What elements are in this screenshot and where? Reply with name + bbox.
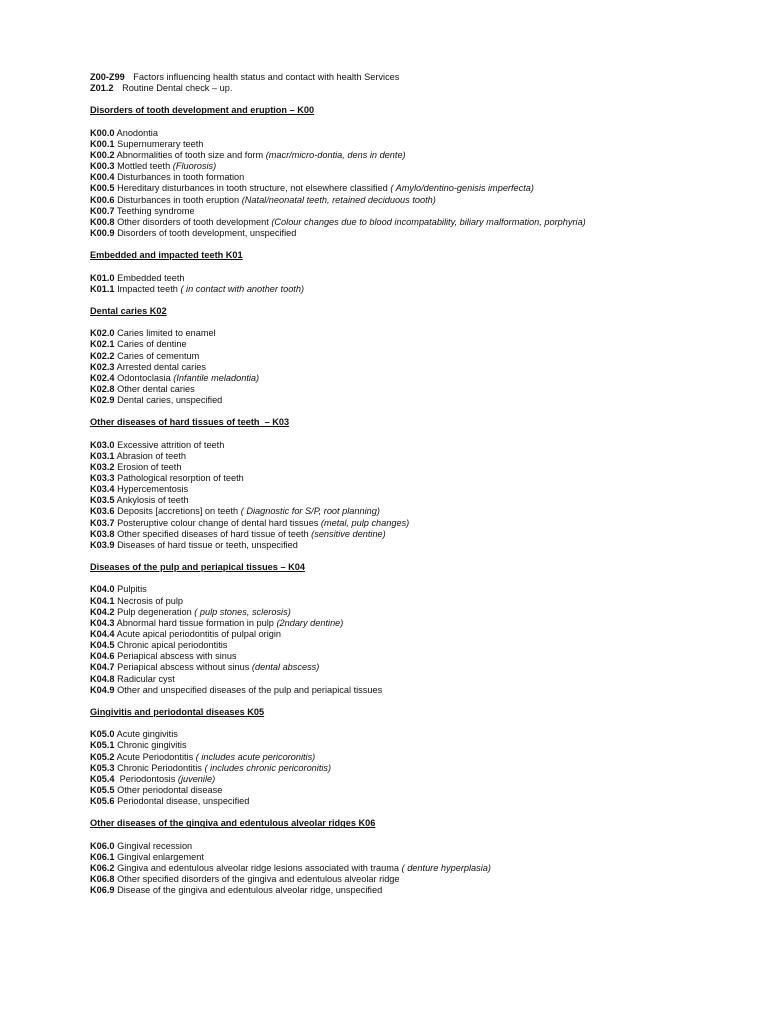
- entry-text: Acute apical periodontitis of pulpal origin: [116, 629, 282, 640]
- entry-code: K04.5: [90, 640, 115, 651]
- entry-text: Periapical abscess with sinus: [117, 651, 237, 662]
- entry-note: (dental abscess): [251, 662, 320, 673]
- entry-code: K03.0: [90, 439, 115, 450]
- entry-code: K02.2: [90, 350, 115, 361]
- code-entry: [90, 796, 750, 807]
- code-entry: [90, 183, 750, 194]
- entry-code: K05.2: [90, 751, 115, 762]
- entry-code: K00.0: [90, 127, 115, 138]
- entry-code: K05.5: [90, 785, 115, 795]
- entry-text: Periodontosis: [117, 773, 176, 784]
- entry-text: Impacted teeth: [117, 283, 178, 294]
- spacer: [90, 696, 750, 707]
- header-line: [90, 83, 750, 94]
- code-entry: [90, 651, 750, 662]
- code-entry: [90, 529, 750, 540]
- entry-code: K04.3: [90, 617, 115, 628]
- entry-text: Hypercementosis: [117, 484, 189, 495]
- entry-code: K05.1: [90, 740, 115, 751]
- entry-text: Gingival enlargement: [117, 851, 204, 862]
- entry-text: Excessive attrition of teeth: [117, 439, 225, 450]
- entry-code: K03.6: [90, 506, 115, 517]
- entry-text: Caries limited to enamel: [117, 328, 216, 339]
- code-entry: [90, 885, 750, 896]
- spacer: [90, 94, 750, 105]
- entry-text: Caries of cementum: [117, 350, 200, 361]
- entry-text: Chronic apical periodontitis: [117, 640, 228, 651]
- entry-text: Deposits [accretions] on teeth: [117, 506, 239, 517]
- entry-code: K03.4: [90, 484, 115, 495]
- spacer: [90, 429, 750, 440]
- spacer: [90, 830, 750, 841]
- entry-text: Necrosis of pulp: [117, 595, 183, 606]
- section-heading: Disorders of tooth development and eruption – K00: [90, 105, 315, 116]
- entry-code: K03.3: [90, 473, 115, 484]
- code-entry: [90, 495, 750, 506]
- entry-code: K03.5: [90, 495, 115, 506]
- code-entry: [90, 740, 750, 751]
- entry-note: ( in contact with another tooth): [180, 283, 305, 294]
- header-text: Routine Dental check – up.: [122, 83, 233, 94]
- code-entry: [90, 752, 750, 763]
- entry-text: Mottled teeth: [117, 161, 171, 172]
- entry-note: ( Amylo/dentino-genisis imperfecta): [390, 183, 534, 194]
- entry-code: K02.9: [90, 395, 115, 406]
- entry-text: Disorders of tooth development, unspecified: [117, 227, 297, 238]
- code-section: [90, 306, 750, 406]
- entry-code: K00.6: [90, 194, 115, 205]
- entry-text: Pulp degeneration: [117, 606, 192, 617]
- code-sections: [90, 94, 750, 896]
- code-entry: [90, 685, 750, 696]
- spacer: [90, 551, 750, 562]
- entry-text: Periapical abscess without sinus: [117, 662, 250, 673]
- entry-note: (Infantile meladontia): [173, 372, 260, 383]
- entry-text: Ankylosis of teeth: [116, 495, 189, 506]
- section-heading: Diseases of the pulp and periapical tissues – K04: [90, 562, 305, 573]
- entry-note: (Natal/neonatal teeth, retained deciduous tooth): [241, 194, 436, 205]
- entry-code: K03.2: [90, 461, 115, 472]
- entry-text: Other disorders of tooth development: [117, 216, 269, 227]
- entry-text: Anodontia: [116, 127, 158, 138]
- entry-note: ( denture hyperplasia): [401, 862, 491, 873]
- code-entry: [90, 395, 750, 406]
- entry-code: K00.3: [90, 161, 115, 172]
- entry-text: Posteruptive colour change of dental hard tissues: [117, 517, 319, 528]
- entry-text: Caries of dentine: [117, 339, 187, 350]
- code-entry: [90, 161, 750, 172]
- header-code: Z01.2: [90, 83, 114, 94]
- entry-code: K04.4: [90, 629, 115, 640]
- entry-text: Periodontal disease, unspecified: [117, 796, 250, 807]
- code-entry: [90, 540, 750, 551]
- entry-code: K03.7: [90, 517, 115, 528]
- entry-note: (sensitive dentine): [311, 528, 386, 539]
- entry-text: Other specified disorders of the gingiva and edentulous alveolar ridge: [117, 874, 400, 885]
- code-entry: [90, 351, 750, 362]
- entry-code: K04.0: [90, 584, 115, 595]
- entry-code: K05.4: [90, 773, 115, 784]
- code-entry: [90, 284, 750, 295]
- entry-code: K00.9: [90, 227, 115, 238]
- entry-code: K04.9: [90, 684, 115, 695]
- code-entry: [90, 674, 750, 685]
- entry-code: K02.8: [90, 383, 115, 394]
- code-entry: [90, 339, 750, 350]
- section-heading: Embedded and impacted teeth K01: [90, 250, 243, 261]
- spacer: [90, 573, 750, 584]
- section-heading: Other diseases of hard tissues of teeth – K03: [90, 417, 290, 428]
- spacer: [90, 718, 750, 729]
- entry-code: K06.9: [90, 885, 115, 896]
- entry-code: K00.1: [90, 138, 115, 149]
- entry-code: K05.3: [90, 762, 115, 773]
- entry-text: Disease of the gingiva and edentulous alveolar ridge, unspecified: [117, 885, 383, 896]
- entry-text: Disturbances in tooth formation: [117, 172, 245, 183]
- code-entry: [90, 596, 750, 607]
- entry-code: K00.2: [90, 149, 115, 160]
- entry-text: Chronic gingivitis: [117, 740, 187, 751]
- spacer: [90, 807, 750, 818]
- entry-code: K06.8: [90, 874, 115, 885]
- entry-code: K02.1: [90, 339, 115, 350]
- code-entry: [90, 763, 750, 774]
- section-heading: Dental caries K02: [90, 305, 167, 316]
- entry-text: Embedded teeth: [117, 272, 185, 283]
- entry-code: K06.1: [90, 851, 115, 862]
- header-line: [90, 72, 750, 83]
- entry-code: K02.3: [90, 361, 115, 372]
- code-entry: [90, 362, 750, 373]
- entry-note: (2ndary dentine): [276, 617, 344, 628]
- entry-code: K04.8: [90, 673, 115, 684]
- code-section: [90, 105, 750, 239]
- document-page: [90, 72, 750, 896]
- spacer: [90, 117, 750, 128]
- entry-code: K01.1: [90, 283, 115, 294]
- code-entry: [90, 384, 750, 395]
- code-entry: [90, 206, 750, 217]
- entry-note: ( includes acute pericoronitis): [195, 751, 316, 762]
- entry-text: Pulpitis: [117, 584, 147, 595]
- code-entry: [90, 863, 750, 874]
- code-entry: [90, 217, 750, 228]
- entry-code: K02.0: [90, 328, 115, 339]
- code-entry: [90, 172, 750, 183]
- code-entry: [90, 584, 750, 595]
- entry-code: K00.8: [90, 216, 115, 227]
- entry-text: Gingiva and edentulous alveolar ridge lesions associated with trauma: [117, 862, 400, 873]
- code-entry: [90, 841, 750, 852]
- entry-code: K05.6: [90, 796, 115, 807]
- code-entry: [90, 484, 750, 495]
- entry-note: ( Diagnostic for S/P, root planning): [240, 506, 380, 517]
- code-section: [90, 818, 750, 896]
- code-entry: [90, 874, 750, 885]
- document-header: [90, 72, 750, 94]
- entry-text: Radicular cyst: [117, 673, 175, 684]
- entry-text: Supernumerary teeth: [117, 138, 204, 149]
- entry-text: Abnormal hard tissue formation in pulp: [116, 617, 274, 628]
- entry-code: K00.7: [90, 205, 115, 216]
- entry-note: ( pulp stones, sclerosis): [194, 606, 291, 617]
- entry-text: Gingival recession: [117, 840, 193, 851]
- entry-text: Pathological resorption of teeth: [117, 473, 244, 484]
- entry-text: Other periodontal disease: [117, 785, 223, 795]
- code-entry: [90, 451, 750, 462]
- code-entry: [90, 618, 750, 629]
- code-entry: [90, 273, 750, 284]
- code-entry: [90, 440, 750, 451]
- entry-code: K03.1: [90, 450, 115, 461]
- code-entry: [90, 785, 750, 796]
- code-entry: [90, 139, 750, 150]
- entry-code: K06.0: [90, 840, 115, 851]
- code-entry: [90, 662, 750, 673]
- code-entry: [90, 473, 750, 484]
- entry-code: K06.2: [90, 862, 115, 873]
- entry-text: Other specified diseases of hard tissue of teeth: [117, 528, 309, 539]
- entry-text: Arrested dental caries: [116, 361, 206, 372]
- code-entry: [90, 629, 750, 640]
- code-entry: [90, 228, 750, 239]
- spacer: [90, 406, 750, 417]
- code-entry: [90, 462, 750, 473]
- entry-text: Abnormalities of tooth size and form: [116, 149, 264, 160]
- spacer: [90, 317, 750, 328]
- entry-code: K02.4: [90, 372, 115, 383]
- code-entry: [90, 518, 750, 529]
- entry-text: Dental caries, unspecified: [117, 395, 223, 406]
- code-entry: [90, 729, 750, 740]
- code-entry: [90, 150, 750, 161]
- section-heading: Other diseases of the gingiva and edentulous alveolar ridges K06: [90, 818, 376, 829]
- entry-code: K04.2: [90, 606, 115, 617]
- code-section: [90, 707, 750, 807]
- entry-code: K04.6: [90, 651, 115, 662]
- entry-code: K05.0: [90, 729, 115, 740]
- entry-code: K00.5: [90, 183, 115, 194]
- entry-note: (Fluorosis): [172, 161, 217, 172]
- entry-code: K04.1: [90, 595, 115, 606]
- entry-code: K03.8: [90, 528, 115, 539]
- entry-note: (Colour changes due to blood incompatability, biliary malformation, porphyria): [271, 216, 586, 227]
- entry-note: (macr/micro-dontia, dens in dente): [265, 149, 406, 160]
- entry-code: K01.0: [90, 272, 115, 283]
- code-entry: [90, 852, 750, 863]
- header-text: Factors influencing health status and contact with health Services: [133, 72, 400, 82]
- spacer: [90, 239, 750, 250]
- code-entry: [90, 373, 750, 384]
- entry-code: K04.7: [90, 662, 115, 673]
- entry-text: Diseases of hard tissue or teeth, unspecified: [117, 539, 298, 550]
- entry-text: Acute gingivitis: [116, 729, 178, 740]
- code-entry: [90, 506, 750, 517]
- entry-text: Abrasion of teeth: [116, 450, 187, 461]
- spacer: [90, 295, 750, 306]
- entry-text: Teething syndrome: [116, 205, 195, 216]
- code-entry: [90, 774, 750, 785]
- section-heading: Gingivitis and periodontal diseases K05: [90, 707, 265, 718]
- code-entry: [90, 607, 750, 618]
- spacer: [90, 261, 750, 272]
- entry-text: Hereditary disturbances in tooth structure, not elsewhere classified: [117, 183, 388, 194]
- code-entry: [90, 640, 750, 651]
- code-section: [90, 417, 750, 551]
- entry-text: Other dental caries: [117, 383, 195, 394]
- entry-note: (metal, pulp changes): [320, 517, 410, 528]
- code-entry: [90, 328, 750, 339]
- entry-note: ( includes chronic pericoronitis): [204, 762, 332, 773]
- code-entry: [90, 195, 750, 206]
- entry-text: Chronic Periodontitis: [117, 762, 202, 773]
- code-section: [90, 250, 750, 295]
- header-code: Z00-Z99: [90, 72, 125, 82]
- entry-text: Odontoclasia: [117, 372, 171, 383]
- entry-text: Acute Periodontitis: [116, 751, 194, 762]
- entry-code: K00.4: [90, 172, 115, 183]
- entry-code: K03.9: [90, 539, 115, 550]
- entry-text: Other and unspecified diseases of the pulp and periapical tissues: [117, 684, 383, 695]
- entry-text: Disturbances in tooth eruption: [117, 194, 240, 205]
- code-section: [90, 562, 750, 696]
- entry-text: Erosion of teeth: [117, 461, 182, 472]
- code-entry: [90, 128, 750, 139]
- entry-note: (juvenile): [177, 773, 216, 784]
